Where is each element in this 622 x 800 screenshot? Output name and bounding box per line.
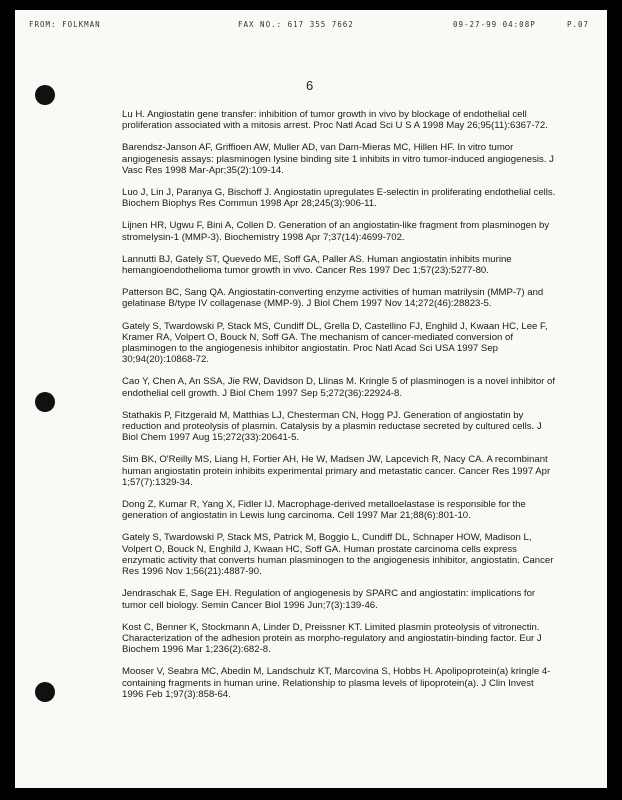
- fax-number: FAX NO.: 617 355 7662: [238, 20, 354, 29]
- reference-item: Luo J, Lin J, Paranya G, Bischoff J. Angiostatin upregulates E-selectin in proliferating endothelial cells. Biochem Biophys Res Commun 1998 Apr 28;245(3):906-11.: [122, 187, 556, 210]
- reference-item: Lijnen HR, Ugwu F, Bini A, Collen D. Generation of an angiostatin-like fragment from plasminogen by stromelysin-1 (MMP-3). Biochemistry 1998 Apr 7;37(14):4699-702.: [122, 220, 550, 243]
- page-number: 6: [306, 78, 314, 93]
- reference-item: Gately S, Twardowski P, Stack MS, Patrick M, Boggio L, Cundiff DL, Schnaper HOW, Madison L, Volpert O, Bouck N, Enghild J, Kwaan HC, Soff GA. Human prostate carcinoma cells express enzymatic activity that converts human plasminogen to the angiogenesis inhibitor, angiostatin. Cancer Res 1996 Nov 1;56(21):4887-90.: [122, 532, 554, 578]
- fax-datetime: 09-27-99 04:08P: [453, 20, 536, 29]
- reference-item: Cao Y, Chen A, An SSA, Jie RW, Davidson D, Llinas M. Kringle 5 of plasminogen is a novel inhibitor of endothelial cell growth. J Biol Chem 1997 Sep 5;272(36):22924-8.: [122, 376, 556, 399]
- punch-hole-top: [35, 85, 55, 105]
- fax-page: P.07: [567, 20, 590, 29]
- reference-item: Jendraschak E, Sage EH. Regulation of angiogenesis by SPARC and angiostatin: implications for tumor cell biology. Semin Cancer Biol 1996 Jun;7(3):139-46.: [122, 588, 536, 611]
- reference-item: Stathakis P, Fitzgerald M, Matthias LJ, Chesterman CN, Hogg PJ. Generation of angiostatin by reduction and proteolysis of plasmin. Catalysis by a plasmin reductase secreted by cultured cells. J Biol Chem 1997 Aug 15;272(33):20641-5.: [122, 409, 542, 444]
- reference-item: Lannutti BJ, Gately ST, Quevedo ME, Soff GA, Paller AS. Human angiostatin inhibits murine hemangioendothelioma tumor growth in vivo. Cancer Res 1997 Dec 1;57(23):5277-80.: [122, 253, 512, 277]
- document-page: [15, 10, 607, 788]
- reference-list: [122, 109, 557, 711]
- punch-hole-bottom: [35, 682, 55, 702]
- reference-item: Barendsz-Janson AF, Griffioen AW, Muller AD, van Dam-Mieras MC, Hillen HF. In vitro tumor angiogenesis assays: plasminogen lysine binding site 1 inhibits in vitro tumor-induced angiogenesis. J Vasc Res 1998 Mar-Apr;35(2):109-14.: [122, 142, 554, 176]
- reference-item: Mooser V, Seabra MC, Abedin M, Landschulz KT, Marcovina S, Hobbs H. Apolipoprotein(a) kringle 4-containing fragments in human urine. Relationship to plasma levels of lipoprotein(a). J Clin Invest 1996 Feb 1;97(3):858-64.: [122, 666, 551, 700]
- reference-item: Sim BK, O'Reilly MS, Liang H, Fortier AH, He W, Madsen JW, Lapcevich R, Nacy CA. A recombinant human angiostatin protein inhibits experimental primary and metastatic cancer. Cancer Res 1997 Apr 1;57(7):1329-34.: [122, 454, 551, 488]
- reference-item: Kost C, Benner K, Stockmann A, Linder D, Preissner KT. Limited plasmin proteolysis of vitronectin. Characterization of the adhesion protein as morpho-regulatory and angiostatin-binding factor. Eur J Biochem 1996 Mar 1;236(2):682-8.: [122, 621, 542, 656]
- punch-hole-middle: [35, 392, 55, 412]
- fax-from: FROM: FOLKMAN: [29, 20, 101, 29]
- reference-item: Dong Z, Kumar R, Yang X, Fidler IJ. Macrophage-derived metalloelastase is responsible for the generation of angiostatin in Lewis lung carcinoma. Cell 1997 Mar 21;88(6):801-10.: [122, 499, 526, 522]
- reference-item: Gately S, Twardowski P, Stack MS, Cundiff DL, Grella D, Castellino FJ, Enghild J, Kwaan HC, Lee F, Kramer RA, Volpert O, Bouck N, Soff GA. The mechanism of cancer-mediated conversion of plasminogen to the angiogenesis inhibitor angiostatin. Proc Natl Acad Sci USA 1997 Sep 30;94(20):10868-72.: [122, 320, 548, 366]
- reference-item: Patterson BC, Sang QA. Angiostatin-converting enzyme activities of human matrilysin (MMP-7) and gelatinase B/type IV collagenase (MMP-9). J Biol Chem 1997 Nov 14;272(46):28823-5.: [122, 287, 544, 310]
- reference-item: Lu H. Angiostatin gene transfer: inhibition of tumor growth in vivo by blockage of endothelial cell proliferation associated with a mitosis arrest. Proc Natl Acad Sci U S A 1998 May 26;95(11):6367-72.: [122, 109, 548, 132]
